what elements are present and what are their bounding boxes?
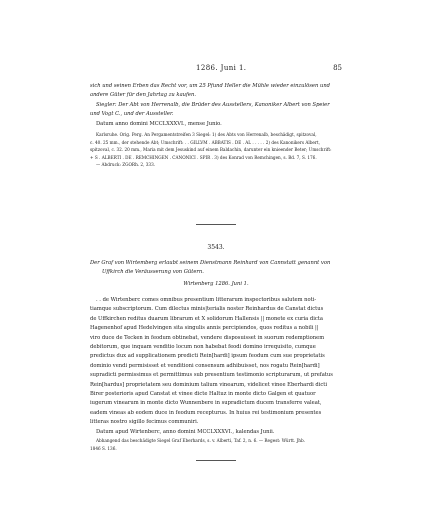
text-line: debitorum, que inquam venditio locum non habebat feodi domino irrequisito, cumque xyxy=(90,344,316,351)
text-line: andere Güter für den Jahrtag zu kaufen. xyxy=(90,92,196,99)
siegler-statement xyxy=(90,101,342,120)
text-line: . . de Wirtenberc comes omnibus presentium litterarum inspectoribus salutem noti- xyxy=(96,297,317,303)
text-line: litteras nostro sigillo fecimus communiri. xyxy=(90,419,199,426)
text-line: viro duce de Tecken in feodum obtinebat, vendere disposuisset in suorum redemptionem xyxy=(90,334,325,341)
text-line: Siegler: Der Abt von Herrenalb, die Brüder des Ausstellers, Kanoniker Albert von Speier xyxy=(96,102,330,108)
text-line: supradicti permissimus et permittimus sub presentium testimonio scripturarum, ut prefatus xyxy=(90,372,333,379)
note-line: spitzoval, c. 32. 20 mm., Maria mit dem Jesuskind auf einem Baldachin, darunter ein knieender Beter; Umschrift: xyxy=(90,147,332,153)
page-number: 85 xyxy=(333,64,342,72)
dating-line: Datum apud Wirtenberc, anno domini MCCLXXXVI., kalendas Junii. xyxy=(96,428,275,435)
note-line: — Abdruck: ZGORh. 2, 333. xyxy=(96,162,156,168)
text-line: Hagenenhof apud Hedelvingen sita singulis annis percipiendos, quos reditus a nobili || xyxy=(90,325,319,332)
text-line: Wirtenberg 1286. Juni 1. xyxy=(183,281,249,287)
text-line: Datum anno domini MCCLXXXVI., mense Junio. xyxy=(96,121,222,127)
note-line: Karlsruhe. Orig. Perg. An Pergamentstreifen 3 Siegel: 1) des Abts von Herrenalb, beschädigt, spitzoval, xyxy=(96,132,317,137)
text-line: sich und seinen Erben das Recht vor, um 25 Pfund Heller die Mühle wieder einzulösen und xyxy=(90,83,330,89)
text-line: dominio vendi permisisset et venditioni consensum adhibuisset, nos rogatu Rein[hardi] xyxy=(90,362,320,369)
note-line: 1846 S. 136. xyxy=(90,445,117,451)
document-regest xyxy=(90,259,342,278)
text-line: predictus dux ad supplicationem predicti Rein[hardi] ipsum feodum cum sue proprietatis xyxy=(90,353,325,360)
running-header xyxy=(90,64,342,74)
running-title: 1286. Juni 1. xyxy=(196,64,247,72)
text-line: Birer posterioris apud Canstat et vinee dicte Haltuz in monte dicto Galgen et quatuor xyxy=(90,391,316,398)
section-divider xyxy=(196,224,236,225)
note-line: c. 40. 25 mm., der stehende Abt; Umschrift: . . GILLVM . ABBATIS . DE . AL . . . . . 2) des Kanonikers Albert, xyxy=(90,139,320,145)
document-number: 3543. xyxy=(207,244,225,251)
text-line: und Vogt C., und der Aussteller. xyxy=(90,111,174,118)
text-line: Rein[hardus] proprietatem seu dominium talium vinearum, videlicet vinee Eberhardi dicti xyxy=(90,381,328,388)
charter-text xyxy=(90,296,342,437)
previous-archival-notes xyxy=(90,131,342,169)
previous-dating-line xyxy=(90,120,342,129)
note-line: Abhangend das beschädigte Siegel Graf Eberhards, s. v. Alberti, Taf. 2, n. 6. — Regest: Württ. Jhb. xyxy=(96,438,306,443)
note-line: + S . ALBERTI . DE . REMCHINGEN . CANONICI . SPIR . 3) des Konrad von Remchingen, s. Bd. 7, S. 176. xyxy=(90,154,317,160)
previous-regest-continuation xyxy=(90,82,342,101)
text-line: tiamque subscriptorum. Cum dilectus minis|terialis noster Reinhardus de Canstat dictus xyxy=(90,306,324,313)
section-divider xyxy=(196,460,236,461)
text-line: iugerum vinearum in monte dicto Wunnenbere in supradictum ducem transferre valeat, xyxy=(90,400,322,407)
text-line: eadem vineas ab eodem duce in feodum recepturus. In huius rei testimonium presentes xyxy=(90,409,322,416)
place-and-date xyxy=(90,280,342,289)
text-line: de Uffkirchen reditus duarum librarum et X solidorum Hallensis || monete ex curia dicta xyxy=(90,315,323,322)
text-line: Uffkirch die Veräusserung von Gütern. xyxy=(102,269,204,276)
archival-notes xyxy=(90,437,342,452)
text-line: Der Graf von Wirtemberg erlaubt seinem Dienstmann Reinhard von Cannstatt genannt von xyxy=(90,260,331,266)
